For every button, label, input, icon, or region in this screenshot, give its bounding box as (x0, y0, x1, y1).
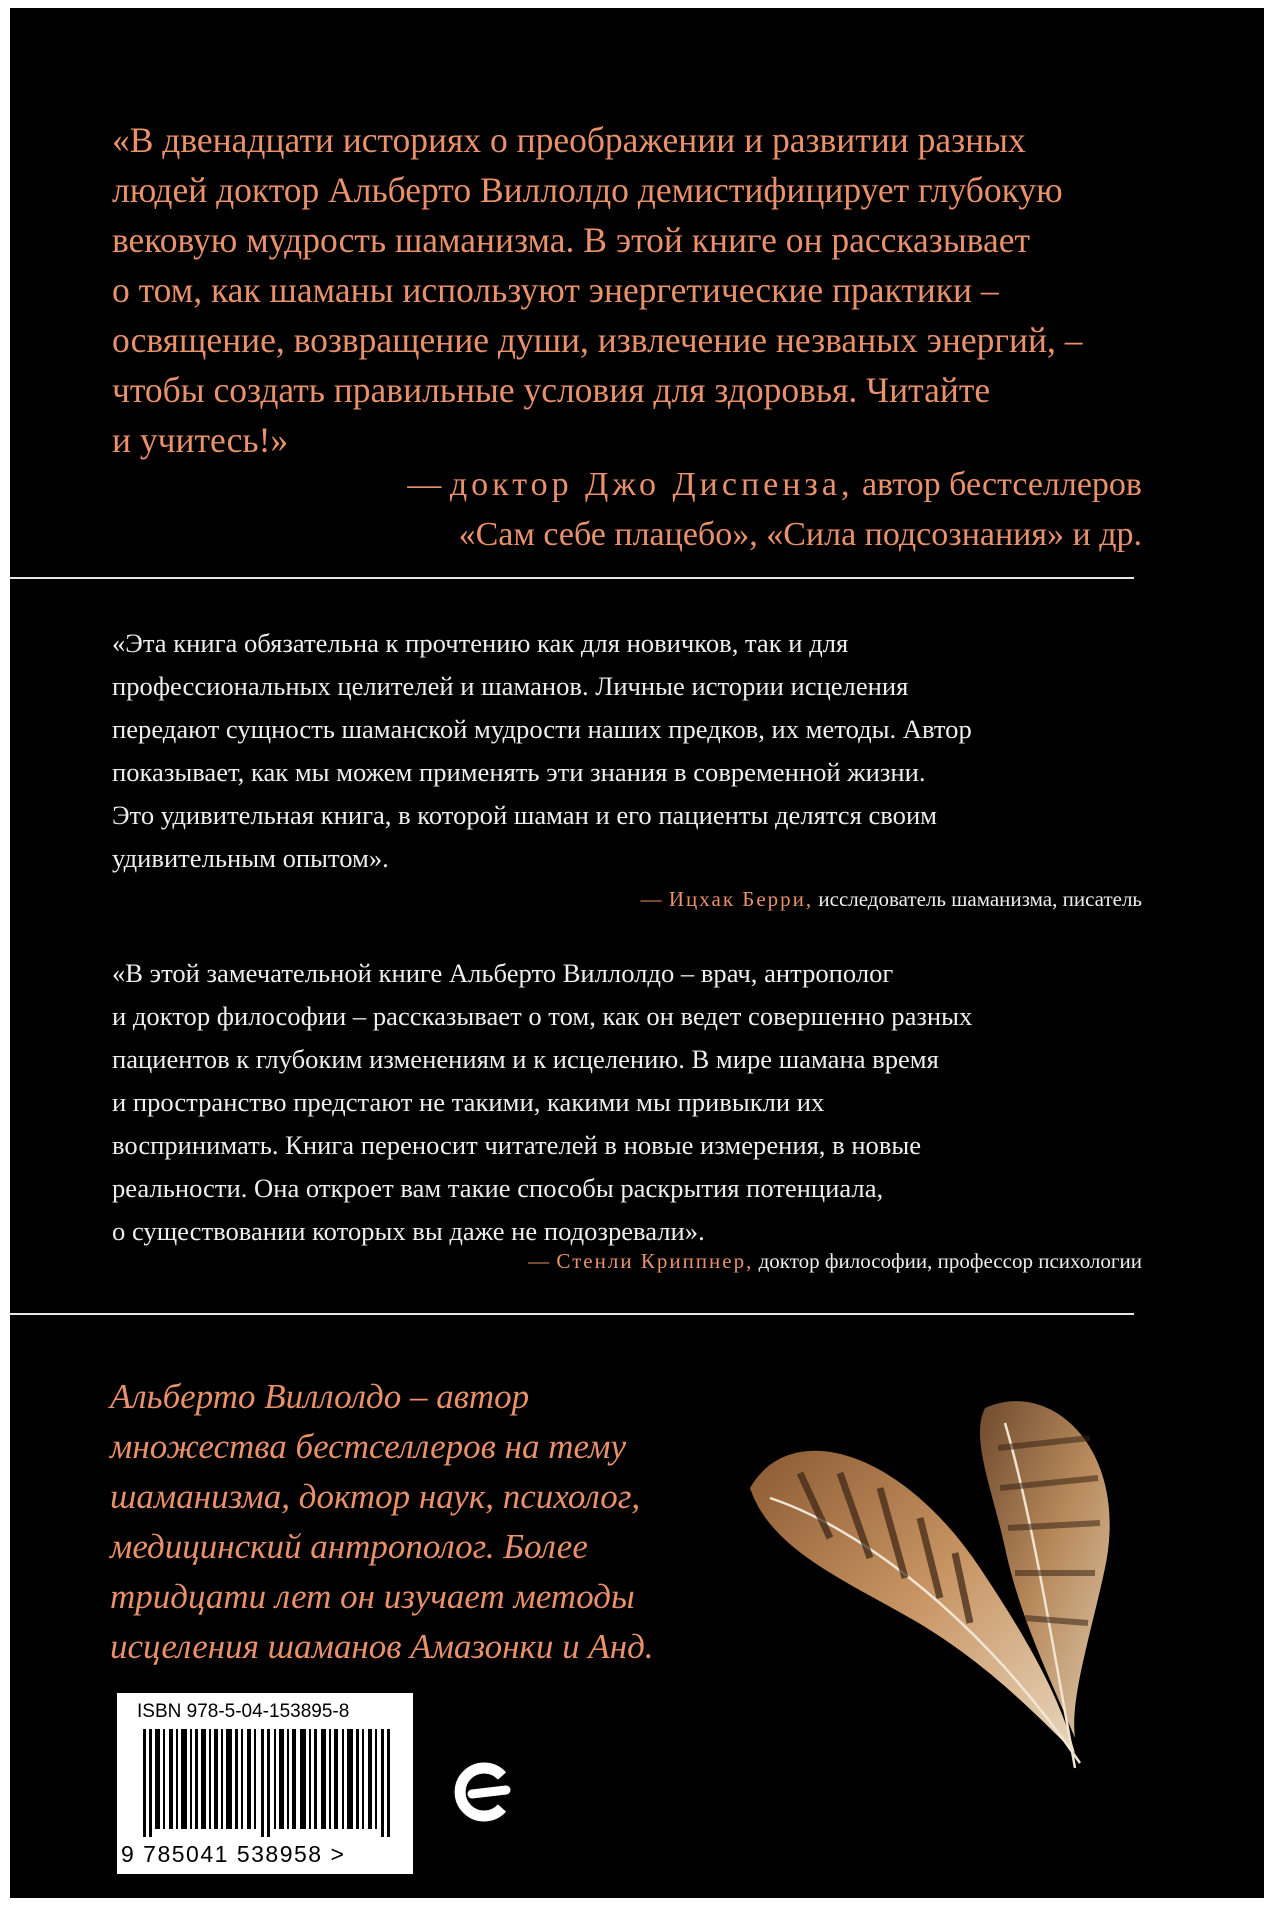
bio-line: множества бестселлеров на тему (110, 1427, 627, 1466)
author-name: Стенли Криппнер, (556, 1249, 754, 1273)
author-role: автор бестселлеров (861, 466, 1142, 503)
author-role: доктор философии, профессор психологии (758, 1249, 1142, 1273)
attribution-krippner (310, 1246, 1142, 1276)
quote-line: о существовании которых вы даже не подозревали». (112, 1216, 705, 1246)
feathers-image (730, 1378, 1170, 1798)
bio-line: Альберто Виллолдо – автор (110, 1377, 530, 1416)
quote-line: и пространство предстают не такими, какими мы привыкли их (112, 1087, 825, 1117)
quote-line: пациентов к глубоким изменениям и к исцелению. В мире шамана время (112, 1044, 939, 1074)
book-back-cover (10, 8, 1264, 1898)
attribution-berry (310, 884, 1142, 914)
publisher-logo-icon (450, 1746, 514, 1836)
quote-line: воспринимать. Книга переносит читателей в новые измерения, в новые (112, 1130, 922, 1160)
quote-line: и доктор философии – рассказывает о том, как он ведет совершенно разных (112, 1001, 973, 1031)
barcode-bars (143, 1729, 393, 1837)
quote-berry (112, 622, 1142, 880)
quote-krippner (112, 952, 1142, 1253)
bio-line: медицинский антрополог. Более (110, 1527, 588, 1566)
quote-line: удивительным опытом». (112, 843, 389, 873)
quote-line: реальности. Она откроет вам такие способы раскрытия потенциала, (112, 1173, 884, 1203)
quote-dispenza (112, 115, 1122, 465)
divider (10, 1313, 1134, 1315)
isbn-label: ISBN 978-5-04-153895-8 (137, 1701, 350, 1722)
author-name: Ицхак Берри, (668, 887, 814, 911)
quote-line: освящение, возвращение души, извлечение незваных энергий, – (112, 320, 1083, 360)
quote-line: передают сущность шаманской мудрости наших предков, их методы. Автор (112, 714, 972, 744)
divider (10, 577, 1134, 579)
quote-line: Это удивительная книга, в которой шаман и его пациенты делятся своим (112, 800, 938, 830)
quote-line: «В этой замечательной книге Альберто Виллолдо – врач, антрополог (112, 958, 894, 988)
quote-line: профессиональных целителей и шаманов. Личные истории исцеления (112, 671, 909, 701)
dash: — (640, 887, 664, 911)
quote-line: вековую мудрость шаманизма. В этой книге он рассказывает (112, 220, 1031, 260)
dash: — (407, 466, 442, 503)
quote-line: о том, как шаманы используют энергетические практики – (112, 270, 999, 310)
author-role: исследователь шаманизма, писатель (818, 887, 1142, 911)
quote-line: «В двенадцати историях о преображении и развитии разных (112, 120, 1026, 160)
quote-line: людей доктор Альберто Виллолдо демистифицирует глубокую (112, 170, 1063, 210)
bio-line: тридцати лет он изучает методы (110, 1577, 635, 1616)
author-works: «Сам себе плацебо», «Сила подсознания» и др. (458, 516, 1142, 553)
isbn-barcode (115, 1691, 415, 1876)
bio-line: исцеления шаманов Амазонки и Анд. (110, 1627, 654, 1666)
dash: — (528, 1249, 552, 1273)
quote-line: показывает, как мы можем применять эти знания в современной жизни. (112, 757, 926, 787)
barcode-digits: 9 785041 538958 > (121, 1841, 346, 1867)
attribution-dispenza (210, 460, 1142, 560)
author-name: доктор Джо Диспенза, (449, 466, 854, 503)
quote-line: «Эта книга обязательна к прочтению как для новичков, так и для (112, 628, 849, 658)
quote-line: чтобы создать правильные условия для здоровья. Читайте (112, 370, 991, 410)
author-bio (110, 1372, 750, 1672)
quote-line: и учитесь!» (112, 420, 289, 460)
bio-line: шаманизма, доктор наук, психолог, (110, 1477, 641, 1516)
